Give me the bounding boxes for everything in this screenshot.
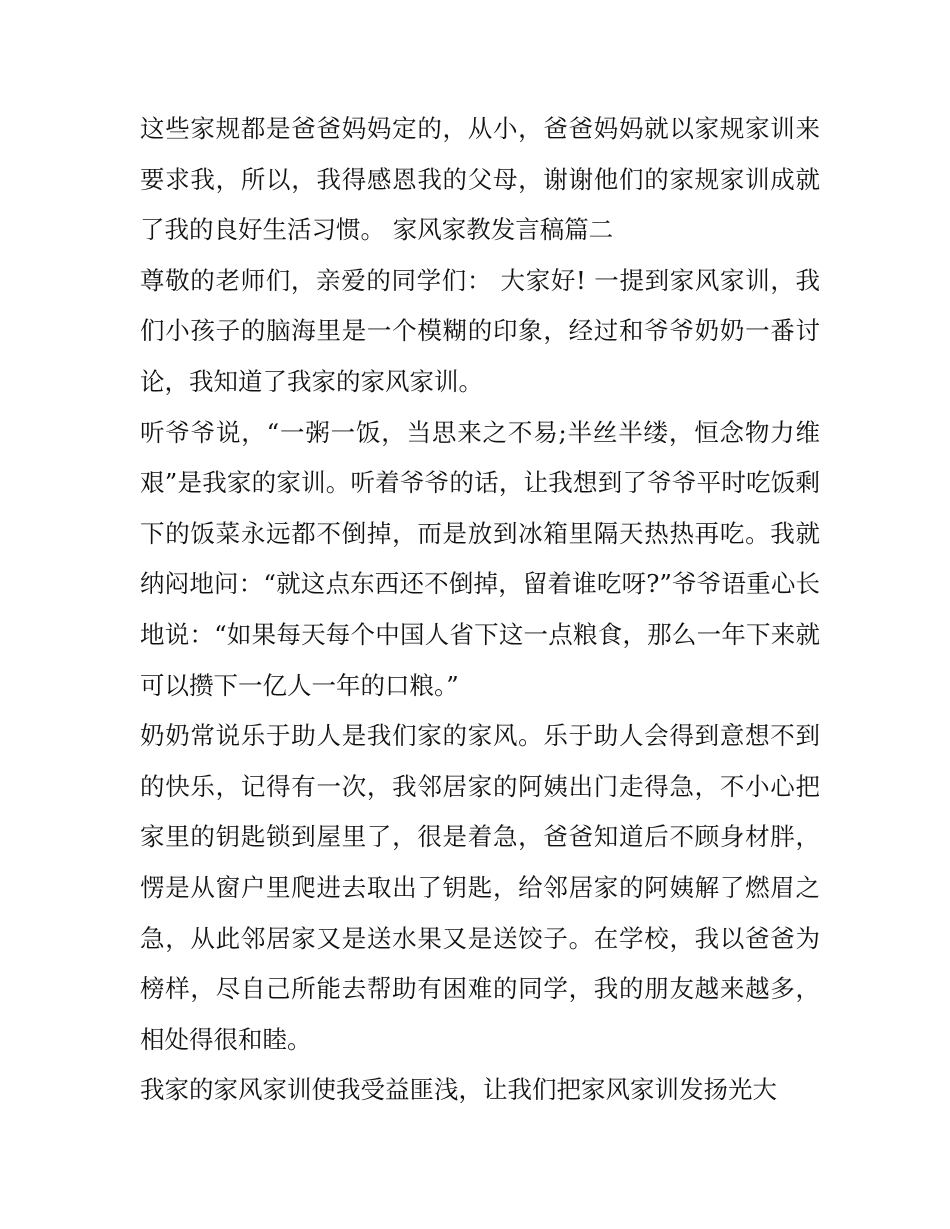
- paragraph-4: 奶奶常说乐于助人是我们家的家风。乐于助人会得到意想不到的快乐，记得有一次，我邻居家的阿姨出门走得急，不小心把家里的钥匙锁到屋里了，很是着急，爸爸知道后不顾身材胖，愣是从窗户里爬进去取出了钥匙，给邻居家的阿姨解了燃眉之急，从此邻居家又是送水果又是送饺子。在学校，我以爸爸为榜样，尽自己所能去帮助有困难的同学，我的朋友越来越多，相处得很和睦。: [140, 721, 820, 1054]
- paragraph-3: 听爷爷说，“一粥一饭，当思来之不易;半丝半缕，恒念物力维艰”是我家的家训。听着爷爷的话，让我想到了爷爷平时吃饭剩下的饭菜永远都不倒掉，而是放到冰箱里隔天热热再吃。我就纳闷地问：“就这点东西还不倒掉，留着谁吃呀?”爷爷语重心长地说：“如果每天每个中国人省下这一点粮食，那么一年下来就可以攒下一亿人一年的口粮。”: [140, 417, 820, 700]
- paragraph-1: 这些家规都是爸爸妈妈定的，从小，爸爸妈妈就以家规家训来要求我，所以，我得感恩我的父母，谢谢他们的家规家训成就了我的良好生活习惯。 家风家教发言稿篇二: [140, 114, 820, 245]
- paragraph-2: 尊敬的老师们，亲爱的同学们： 大家好! 一提到家风家训，我们小孩子的脑海里是一个模糊的印象，经过和爷爷奶奶一番讨论，我知道了我家的家风家训。: [140, 265, 820, 396]
- body-text: [140, 104, 820, 1116]
- paragraph-5: 我家的家风家训使我受益匪浅，让我们把家风家训发扬光大: [140, 1075, 777, 1105]
